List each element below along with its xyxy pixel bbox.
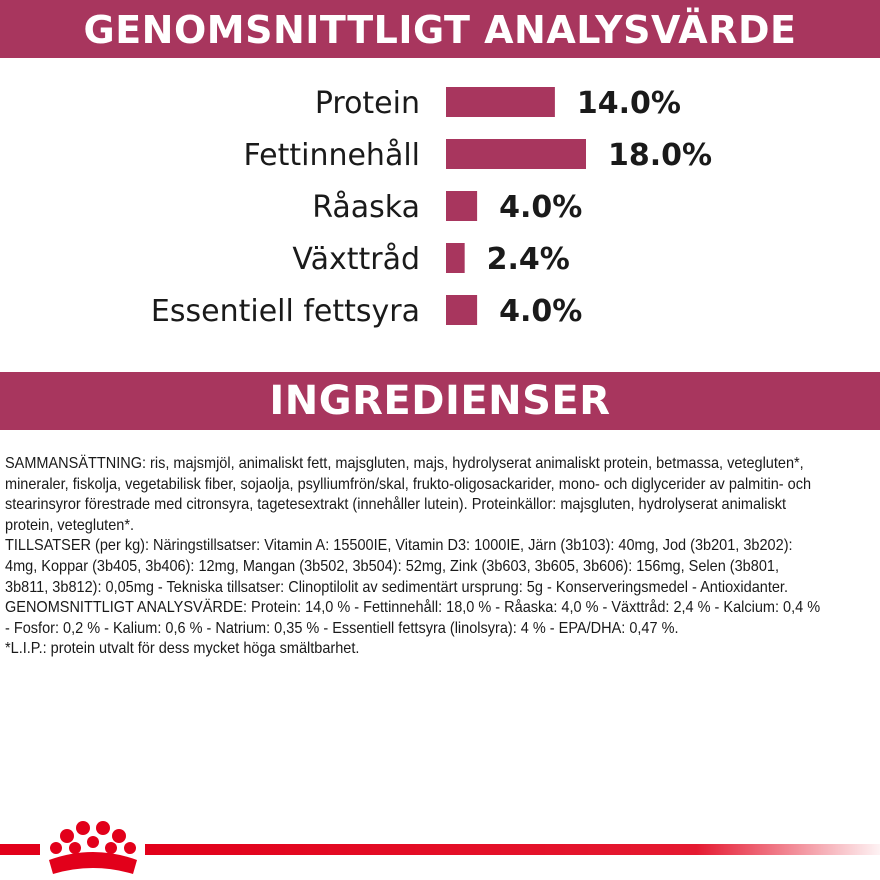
bar — [446, 191, 477, 221]
value-label: 4.0% — [499, 294, 583, 329]
analysis-bar-chart — [0, 70, 880, 350]
footer-line-right — [145, 844, 880, 855]
bar — [446, 139, 586, 169]
category-label: Protein — [314, 86, 420, 121]
category-label: Råaska — [312, 190, 420, 225]
composition-text: SAMMANSÄTTNING: ris, majsmjöl, animaliskt fett, majsgluten, majs, hydrolyserat animaliskt protein, betmassa, vetegluten*, mineraler, fiskolja, vegetabilisk fiber, sojaolja, psylliumfrön/skal, frukto-oligosackarider, mono- och diglycerider av palmitin- och stearinsyror förestrade med citronsyra, tagetesextrakt (innehåller lutein). Proteinkällor: majsgluten, hydrolyserat animaliskt protein, vetegluten*. — [5, 455, 812, 534]
value-label: 4.0% — [499, 190, 583, 225]
brand-footer — [0, 820, 880, 880]
value-label: 18.0% — [608, 138, 713, 173]
footnote-text: *L.I.P.: protein utvalt för dess mycket höga smältbarhet. — [5, 640, 360, 658]
bar — [446, 87, 555, 117]
value-label: 2.4% — [486, 242, 570, 277]
bar — [446, 295, 477, 325]
crown-icon — [49, 821, 137, 874]
bar — [446, 243, 465, 273]
category-label: Fettinnehåll — [243, 138, 420, 173]
ingredients-heading: INGREDIENSER — [0, 372, 880, 430]
additives-text: TILLSATSER (per kg): Näringstillsatser: Vitamin A: 15500IE, Vitamin D3: 1000IE, Järn (3b103): 40mg, Jod (3b201, 3b202): 4mg, Koppar (3b405, 3b406): 12mg, Mangan (3b502, 3b504): 52mg, Zink (3b603, 3b605, 3b606): 156mg, Selen (3b801, 3b811, 3b812): 0,05mg - Tekniska tillsatser: Clinoptilolit av sedimentärt ursprung: 5g - Konserveringsmedel - Antioxidanter. — [5, 537, 793, 596]
ingredients-text — [5, 454, 822, 660]
category-label: Essentiell fettsyra — [150, 294, 420, 329]
value-label: 14.0% — [576, 86, 681, 121]
category-label: Växttråd — [292, 242, 420, 277]
analysis-text: GENOMSNITTLIGT ANALYSVÄRDE: Protein: 14,0 % - Fettinnehåll: 18,0 % - Råaska: 4,0 % - Växttråd: 2,4 % - Kalcium: 0,4 % - Fosfor: 0,2 % - Kalium: 0,6 % - Natrium: 0,35 % - Essentiell fettsyra (linolsyra): 4 % - EPA/DHA: 0,47 %. — [5, 599, 821, 637]
footer-line-left — [0, 844, 40, 855]
analysis-heading: GENOMSNITTLIGT ANALYSVÄRDE — [0, 0, 880, 58]
